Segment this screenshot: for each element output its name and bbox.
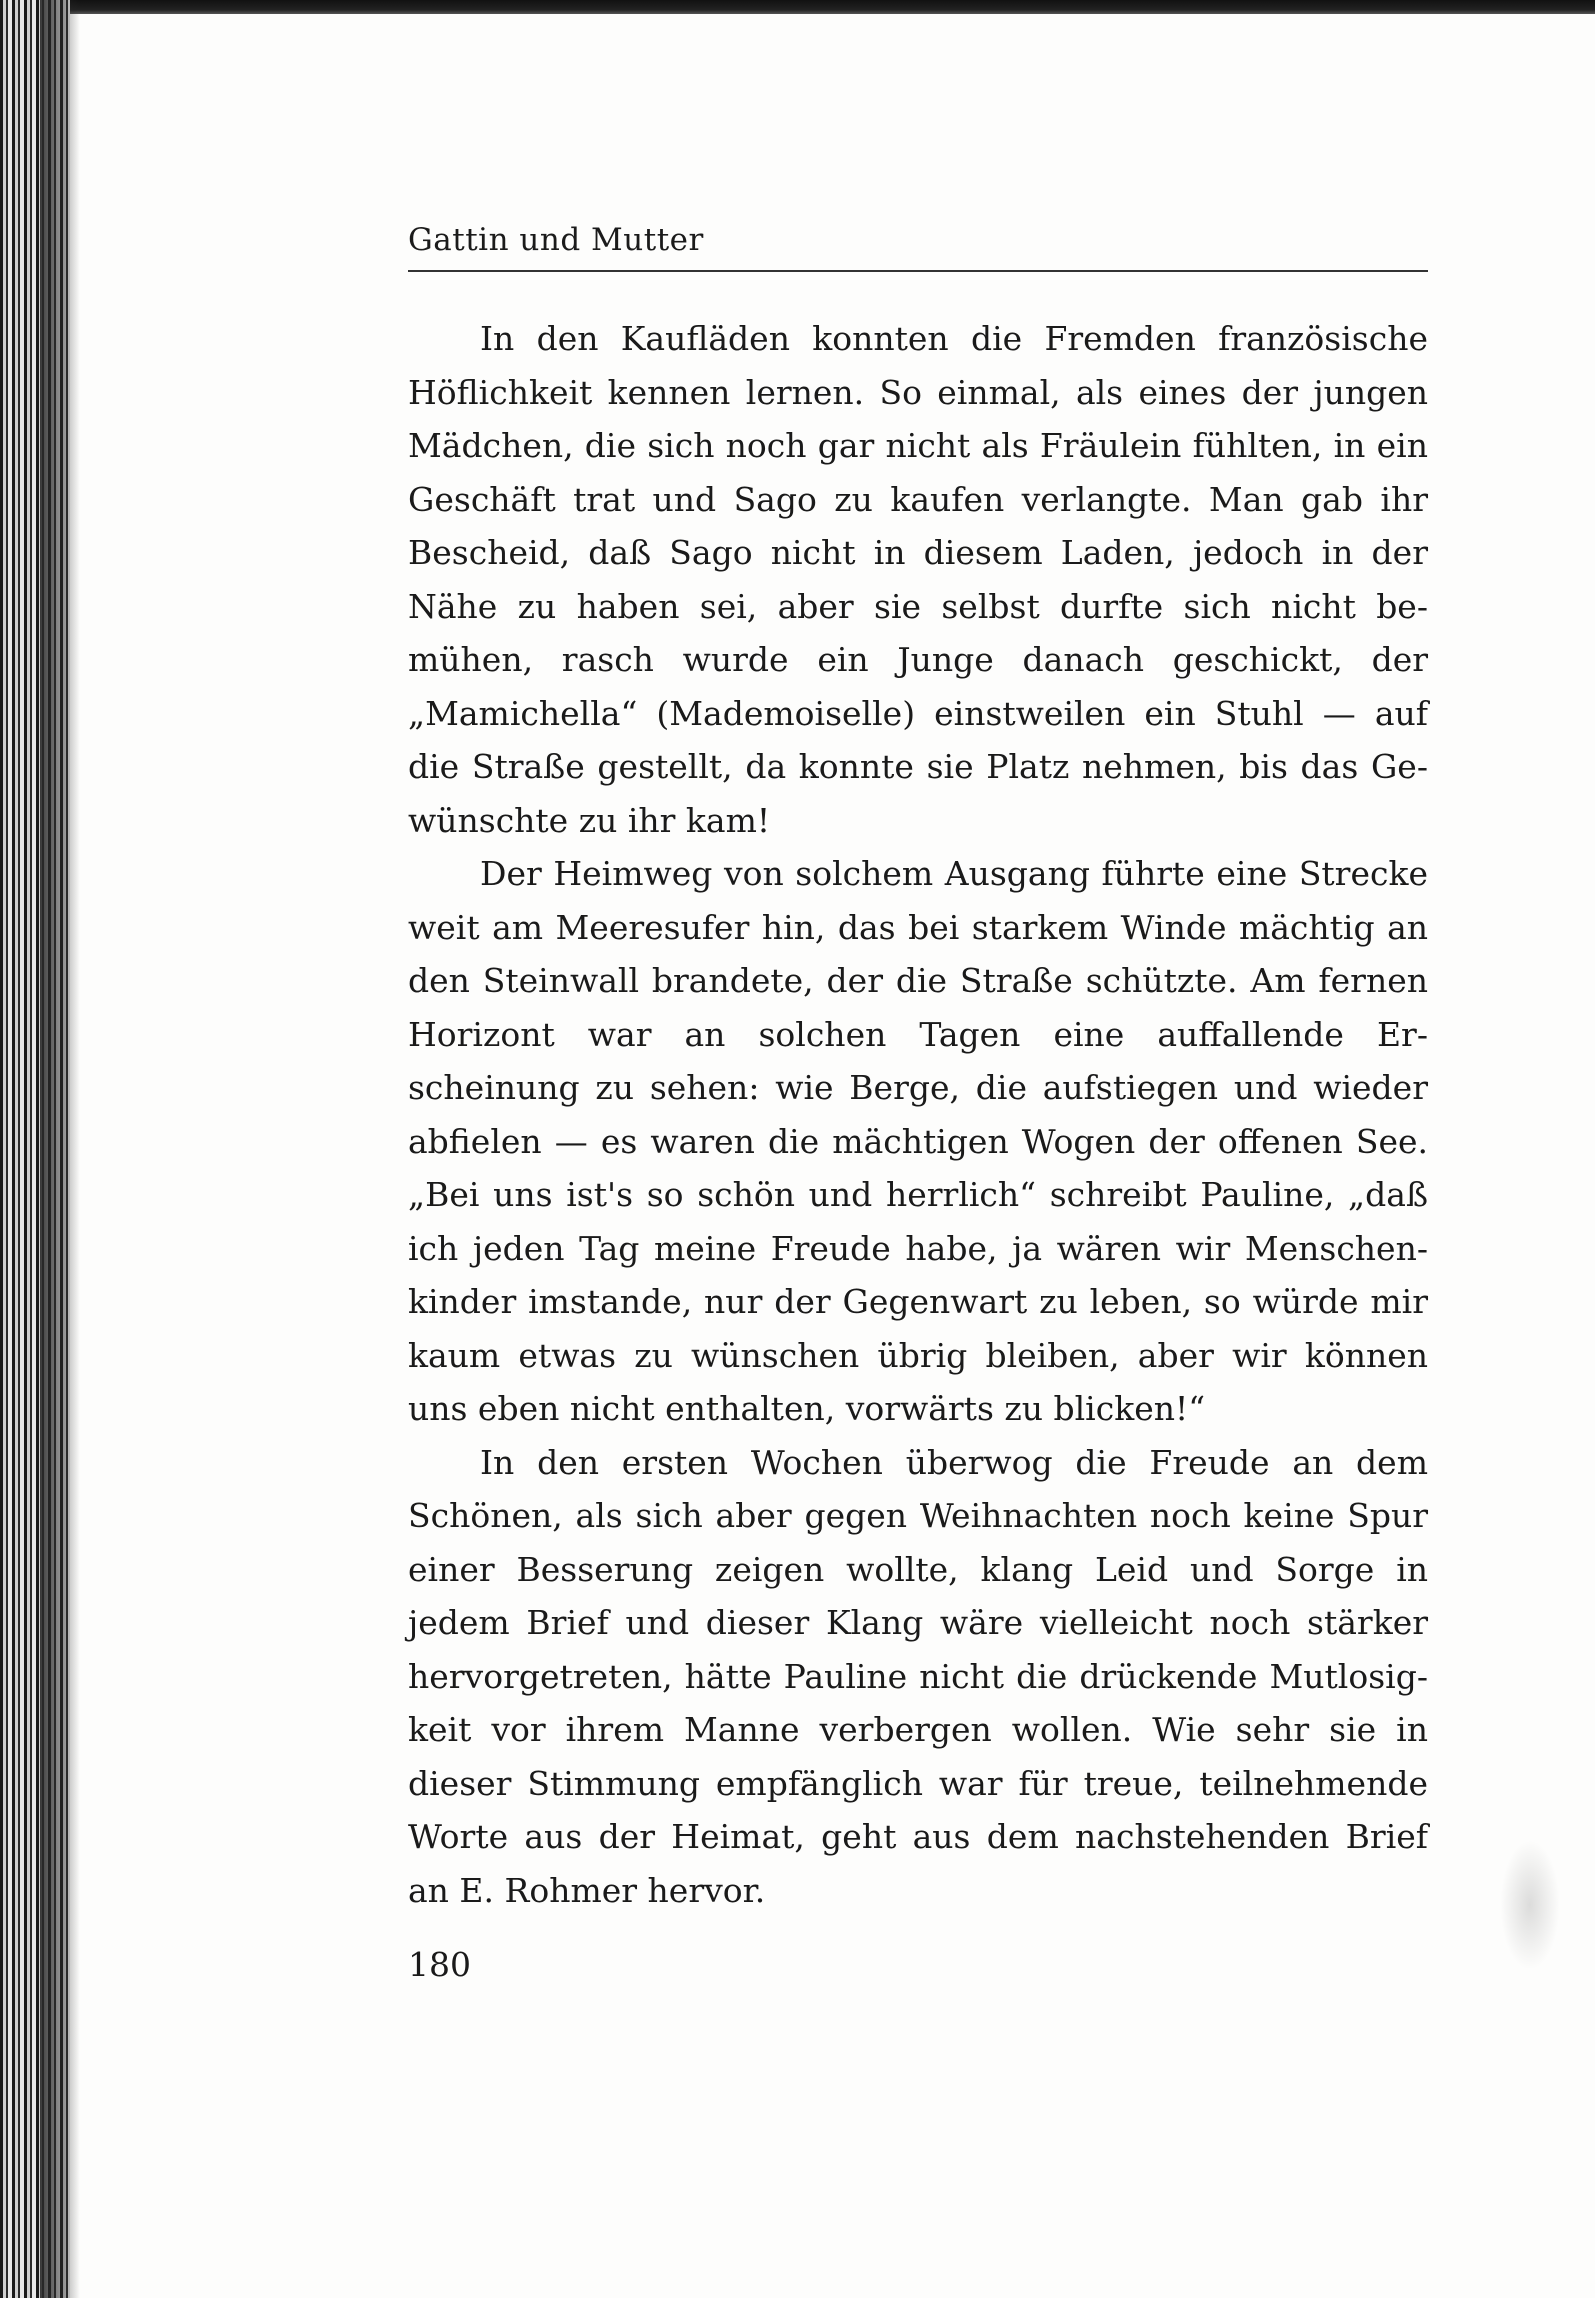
running-head: Gattin und Mutter (408, 222, 704, 258)
page-number: 180 (408, 1945, 471, 1984)
header-rule (408, 270, 1428, 272)
spine-shadow (40, 0, 80, 2298)
paragraph-3: In den ersten Wochen überwog die Freude an dem Schönen, als sich aber gegen Weihnachten noch keine Spur einer Besserung zeigen wollte, klang Leid und Sorge in jedem Brief und dieser Klang wäre vielleicht noch stärker hervorgetreten, hätte Pauline nicht die drückende Mutlosigkeit vor ihrem Manne verbergen wollen. Wie sehr sie in dieser Stimmung empfänglich war für treue, teilnehmende Worte aus der Heimat, geht aus dem nachstehenden Brief an E. Rohmer hervor. (408, 1442, 1428, 1910)
paragraph-2: Der Heimweg von solchem Ausgang führte eine Strecke weit am Meeresufer hin, das bei starkem Winde mächtig an den Steinwall brandete, der die Straße schützte. Am fernen Horizont war an solchen Tagen eine auffallende Erscheinung zu sehen: wie Berge, die aufstiegen und wieder abfielen — es waren die mächtigen Wogen der offenen See. „Bei uns ist's so schön und herrlich“ schreibt Pauline, „daß ich jeden Tag meine Freude habe, ja wären wir Menschenkinder imstande, nur der Gegenwart zu leben, so würde mir kaum etwas zu wünschen übrig bleiben, aber wir können uns eben nicht enthalten, vorwärts zu blicken!“ (408, 854, 1428, 1428)
body-text (408, 312, 1428, 1917)
margin-smudge (1500, 1840, 1560, 1970)
paragraph-1: In den Kaufläden konnten die Fremden französische Höflichkeit kennen lernen. So einmal, als eines der jungen Mädchen, die sich noch gar nicht als Fräulein fühlten, in ein Geschäft trat und Sago zu kaufen verlangte. Man gab ihr Bescheid, daß Sago nicht in diesem Laden, jedoch in der Nähe zu haben sei, aber sie selbst durfte sich nicht bemühen, rasch wurde ein Junge danach geschickt, der „Mamichella“ (Mademoiselle) einstweilen ein Stuhl — auf die Straße gestellt, da konnte sie Platz nehmen, bis das Gewünschte zu ihr kam! (408, 319, 1428, 840)
scan-top-edge (0, 0, 1595, 14)
